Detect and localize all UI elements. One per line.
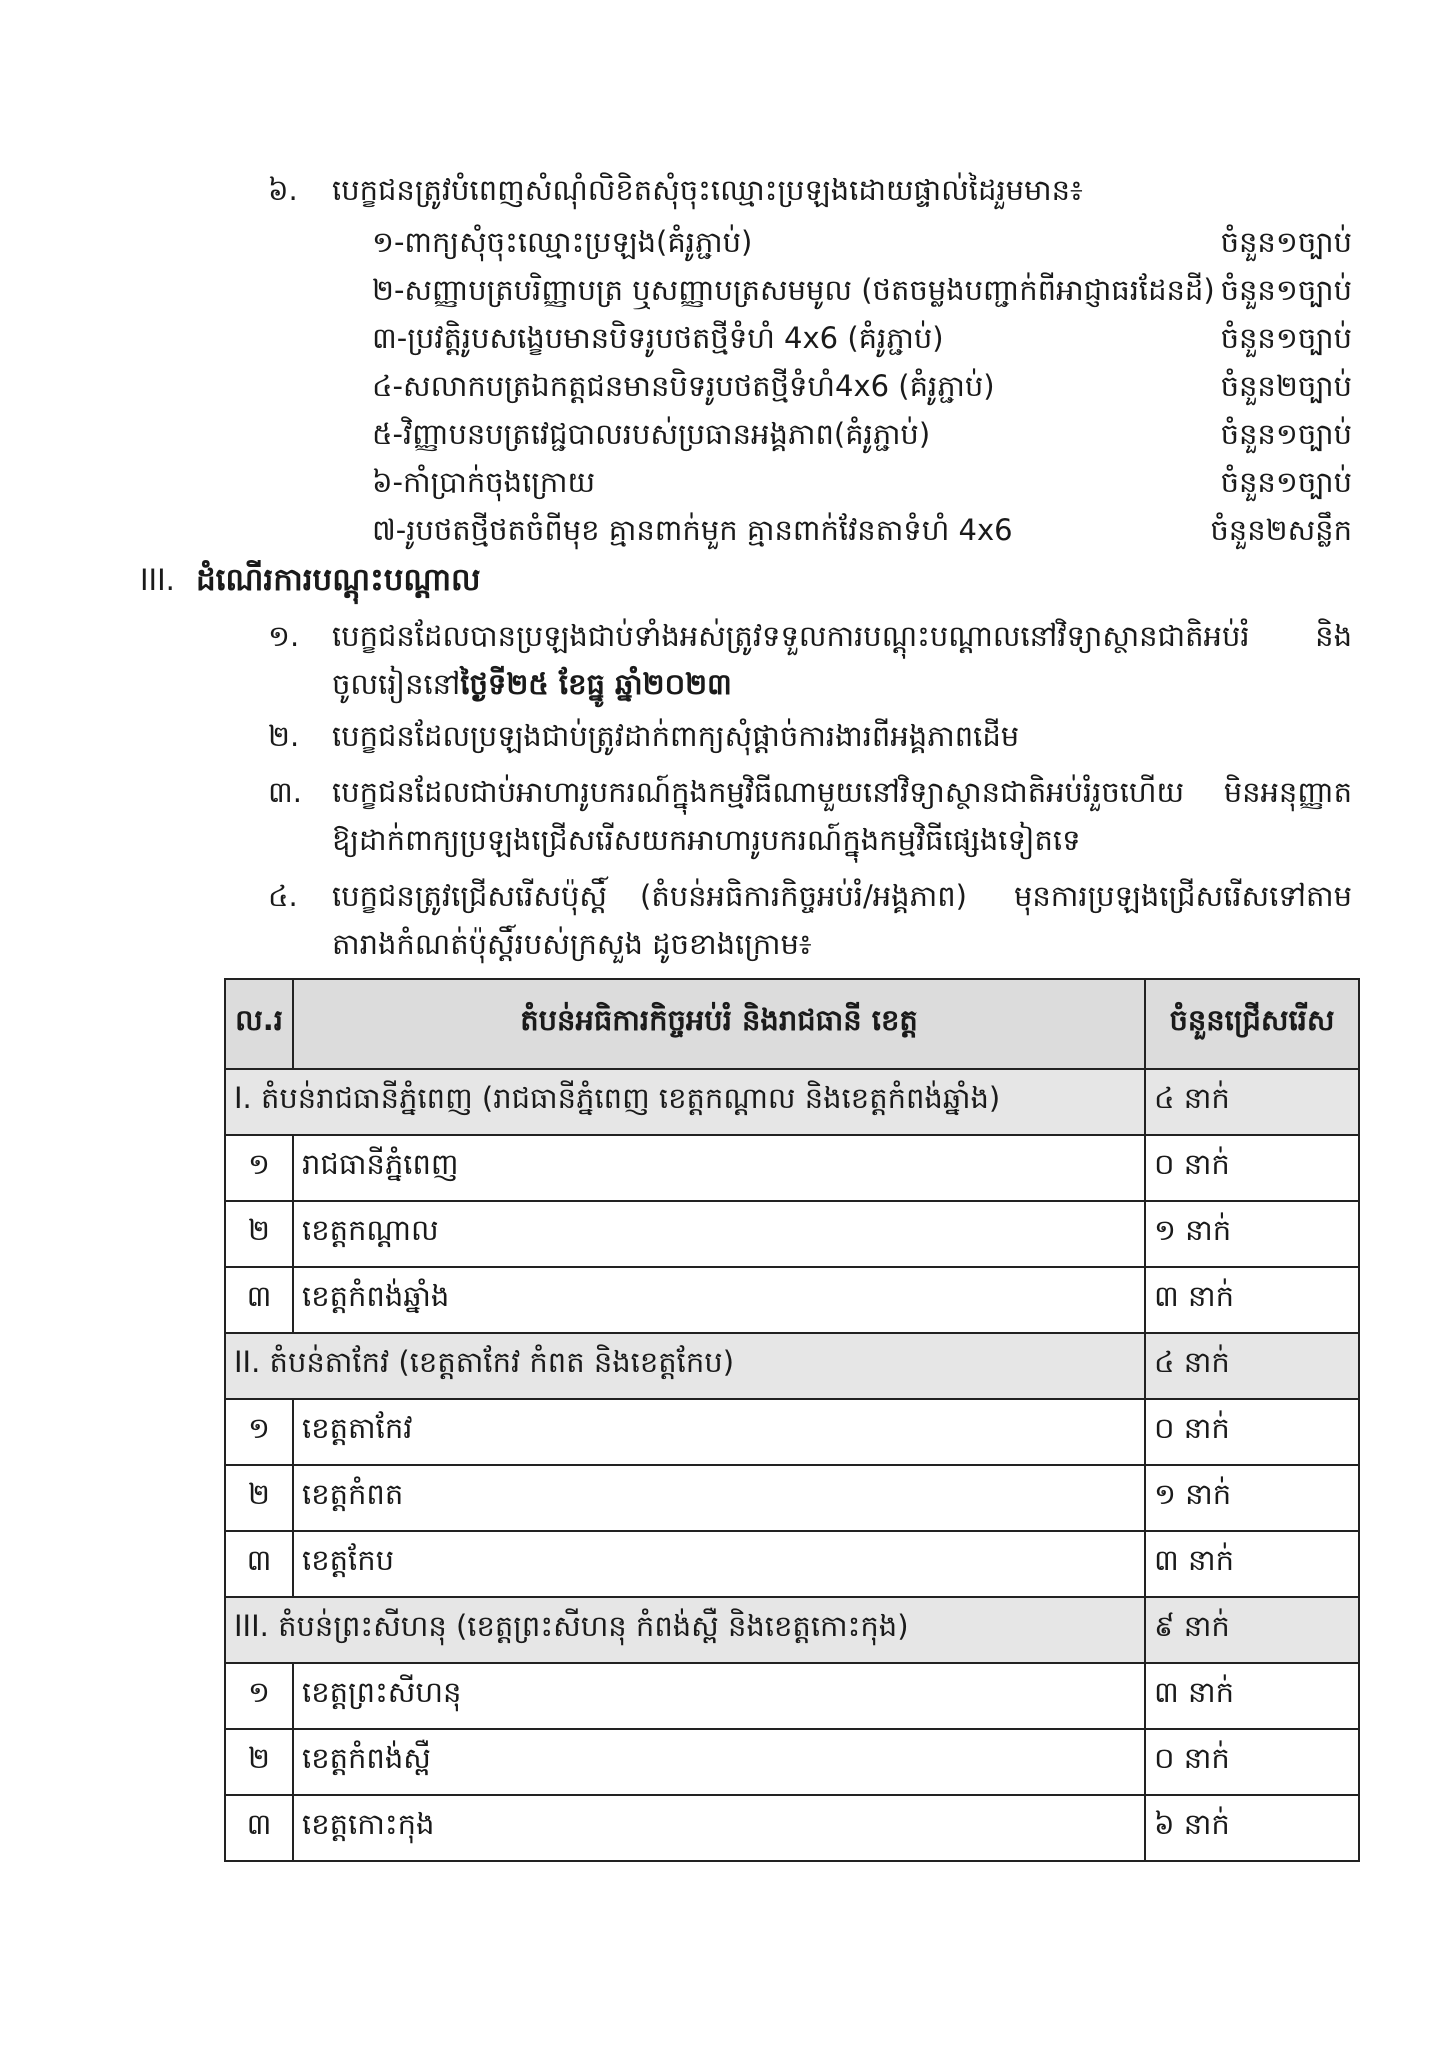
row-count: ១ នាក់ <box>1145 1201 1359 1267</box>
table-group-row <box>225 1069 1359 1135</box>
row-name: ខេត្តព្រះសីហនុ <box>293 1663 1145 1729</box>
paragraph-number: ១. <box>268 619 300 653</box>
row-no: ២ <box>225 1201 293 1267</box>
group-title: II. តំបន់តាកែវ (ខេត្តតាកែវ កំពត និងខេត្តកែប) <box>225 1333 1145 1399</box>
row-name: ខេត្តកែប <box>293 1531 1145 1597</box>
table-row <box>225 1267 1359 1333</box>
paragraph-text-part: ចូលរៀននៅ <box>332 667 461 701</box>
table-row <box>225 1663 1359 1729</box>
row-no: ១ <box>225 1399 293 1465</box>
row-count: ៣ នាក់ <box>1145 1663 1359 1729</box>
paragraph-text: និង <box>1315 619 1352 653</box>
row-no: ៣ <box>225 1531 293 1597</box>
row-count: ១ នាក់ <box>1145 1465 1359 1531</box>
row-no: ២ <box>225 1729 293 1795</box>
row-no: ១ <box>225 1135 293 1201</box>
section6-number: ៦. <box>268 173 298 207</box>
row-no: ៣ <box>225 1795 293 1861</box>
row-name: ខេត្តកំពត <box>293 1465 1145 1531</box>
paragraph-text <box>332 660 732 708</box>
requirement-count: ចំនួន១ច្បាប់ <box>1220 417 1352 451</box>
row-count: ០ នាក់ <box>1145 1399 1359 1465</box>
paragraph-text: ឱ្យដាក់ពាក្យប្រឡងជ្រើសរើសយកអាហារូបករណ៍ក្នុងកម្មវិធីផ្សេងទៀតទេ <box>332 823 1081 857</box>
row-name: ខេត្តតាកែវ <box>293 1399 1145 1465</box>
paragraph-text: បេក្ខជនដែលជាប់អាហារូបករណ៍ក្នុងកម្មវិធីណាមួយនៅវិទ្យាស្ថានជាតិអប់រំរួចហើយ <box>332 775 1185 809</box>
column-header-count: ចំនួនជ្រើសរើស <box>1145 979 1359 1069</box>
paragraph-text: បេក្ខជនត្រូវជ្រើសរើសប៉ុស្តិ៍ <box>332 879 607 913</box>
requirement-count: ចំនួន១ច្បាប់ <box>1220 321 1352 355</box>
group-title: I. តំបន់រាជធានីភ្នំពេញ (រាជធានីភ្នំពេញ ខេត្តកណ្តាល និងខេត្តកំពង់ឆ្នាំង) <box>225 1069 1145 1135</box>
table-row <box>225 1399 1359 1465</box>
section6-intro: បេក្ខជនត្រូវបំពេញសំណុំលិខិតសុំចុះឈ្មោះប្រឡងដោយផ្ទាល់ដៃរួមមាន៖ <box>332 173 1083 207</box>
paragraph-text: តារាងកំណត់ប៉ុស្តិ៍របស់ក្រសួង ដូចខាងក្រោម៖ <box>332 927 812 961</box>
row-count: ៣ នាក់ <box>1145 1531 1359 1597</box>
paragraph-text: បេក្ខជនដែលប្រឡងជាប់ត្រូវដាក់ពាក្យសុំផ្តាច់ការងារពីអង្គភាពដើម <box>332 719 1020 753</box>
table-group-row <box>225 1597 1359 1663</box>
paragraph-text: (តំបន់អធិការកិច្ចអប់រំ/អង្គភាព) <box>640 879 967 913</box>
paragraph-text: បេក្ខជនដែលបានប្រឡងជាប់ទាំងអស់ត្រូវទទួលការបណ្តុះបណ្តាលនៅវិទ្យាស្ថានជាតិអប់រំ <box>332 619 1250 653</box>
group-total: ៤ នាក់ <box>1145 1333 1359 1399</box>
row-no: ២ <box>225 1465 293 1531</box>
paragraph-number: ៣. <box>268 775 302 809</box>
table-row <box>225 1465 1359 1531</box>
table-row <box>225 1201 1359 1267</box>
row-name: ខេត្តកំពង់ស្ពឺ <box>293 1729 1145 1795</box>
row-name: រាជធានីភ្នំពេញ <box>293 1135 1145 1201</box>
start-date: ថ្ងៃទី២៥ ខែធ្នូ ឆ្នាំ២០២៣ <box>460 667 732 701</box>
requirement-count: ចំនួន១ច្បាប់ <box>1220 273 1352 307</box>
paragraph-text: មុនការប្រឡងជ្រើសរើសទៅតាម <box>1013 879 1352 913</box>
paragraph-number: ៤. <box>268 879 298 913</box>
row-no: ៣ <box>225 1267 293 1333</box>
row-count: ៣ នាក់ <box>1145 1267 1359 1333</box>
requirement-count: ចំនួន២សន្លឹក <box>1210 513 1352 547</box>
section3-roman: III. <box>140 563 175 597</box>
group-title: III. តំបន់ព្រះសីហនុ (ខេត្តព្រះសីហនុ កំពង់ស្ពឺ និងខេត្តកោះកុង) <box>225 1597 1145 1663</box>
requirement-label: ៣-ប្រវត្តិរូបសង្ខេបមានបិទរូបថតថ្មីទំហំ 4x6 (គំរូភ្ជាប់) <box>372 321 944 355</box>
requirement-label: ៤-សលាកបត្រឯកត្តជនមានបិទរូបថតថ្មីទំហំ4x6 (គំរូភ្ជាប់) <box>372 369 995 403</box>
table-header-row <box>225 979 1359 1069</box>
requirement-label: ៧-រូបថតថ្មីថតចំពីមុខ គ្មានពាក់មួក គ្មានពាក់វែនតាទំហំ 4x6 <box>372 513 1013 547</box>
table-row <box>225 1729 1359 1795</box>
paragraph-text: មិនអនុញ្ញាត <box>1223 775 1352 809</box>
row-count: ៦ នាក់ <box>1145 1795 1359 1861</box>
column-header-no: ល.រ <box>225 979 293 1069</box>
row-count: ០ នាក់ <box>1145 1135 1359 1201</box>
row-count: ០ នាក់ <box>1145 1729 1359 1795</box>
requirement-label: ៦-កាំប្រាក់ចុងក្រោយ <box>372 465 596 499</box>
requirement-count: ចំនួន២ច្បាប់ <box>1220 369 1352 403</box>
requirement-label: ២-សញ្ញាបត្របរិញ្ញាបត្រ ឬសញ្ញាបត្រសមមូល (ថតចម្លងបញ្ជាក់ពីអាជ្ញាធរដែនដី) <box>372 273 1215 307</box>
requirement-count: ចំនួន១ច្បាប់ <box>1220 465 1352 499</box>
group-total: ៤ នាក់ <box>1145 1069 1359 1135</box>
group-total: ៩ នាក់ <box>1145 1597 1359 1663</box>
paragraph-number: ២. <box>268 719 300 753</box>
row-name: ខេត្តកំពង់ឆ្នាំង <box>293 1267 1145 1333</box>
row-name: ខេត្តកណ្តាល <box>293 1201 1145 1267</box>
requirement-label: ៥-វិញ្ញាបនបត្រវេជ្ជបាលរបស់ប្រធានអង្គភាព(គំរូភ្ជាប់) <box>372 417 931 451</box>
requirement-label: ១-ពាក្យសុំចុះឈ្មោះប្រឡង(គំរូភ្ជាប់) <box>372 225 753 259</box>
table-row <box>225 1531 1359 1597</box>
requirement-count: ចំនួន១ច្បាប់ <box>1220 225 1352 259</box>
table-row <box>225 1135 1359 1201</box>
table-group-row <box>225 1333 1359 1399</box>
row-name: ខេត្តកោះកុង <box>293 1795 1145 1861</box>
post-allocation-table <box>224 978 1360 1862</box>
section3-title: ដំណើរការបណ្តុះបណ្តាល <box>196 562 481 598</box>
table-row <box>225 1795 1359 1861</box>
row-no: ១ <box>225 1663 293 1729</box>
column-header-area: តំបន់អធិការកិច្ចអប់រំ និងរាជធានី ខេត្ត <box>293 979 1145 1069</box>
